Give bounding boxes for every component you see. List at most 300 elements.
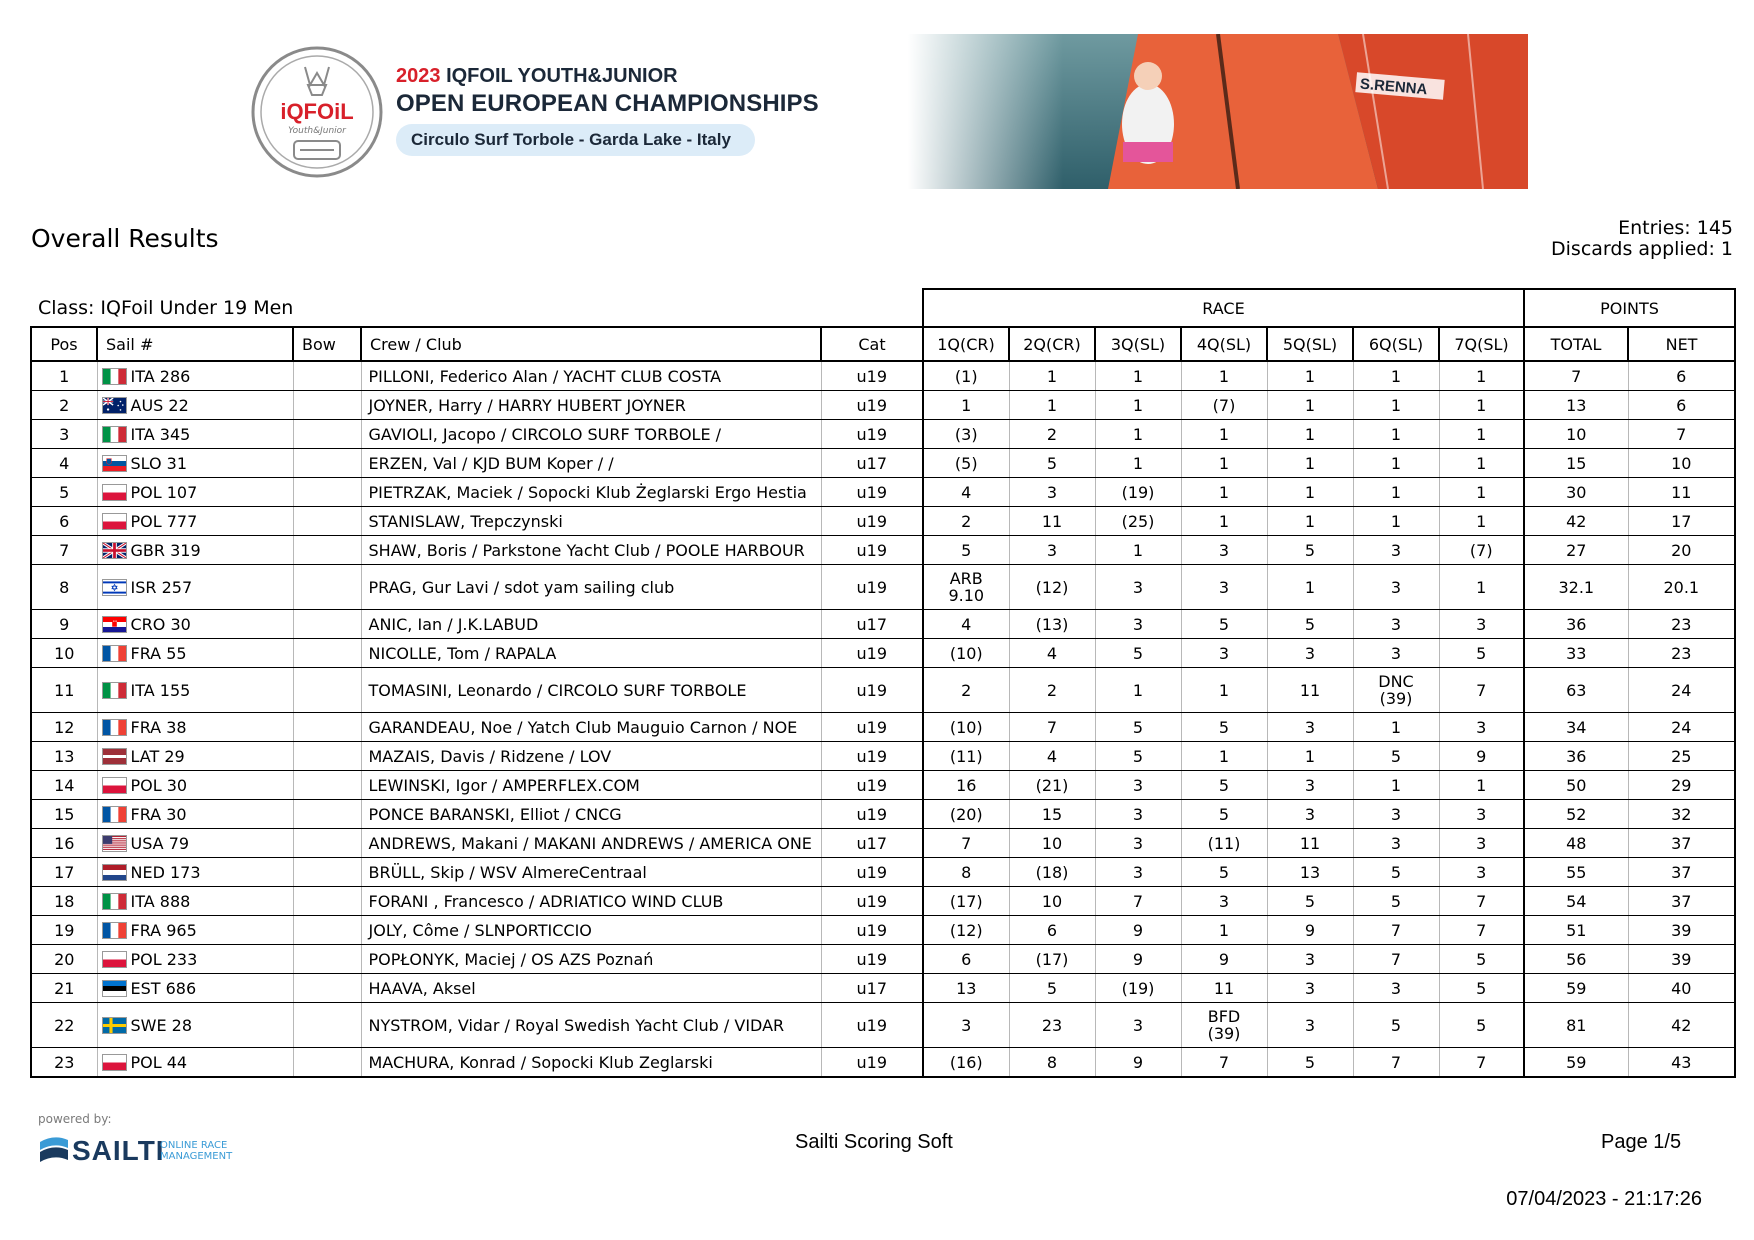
race-2-score xyxy=(1009,713,1095,742)
score-line: ARB xyxy=(949,569,983,588)
score-line: 11 xyxy=(1041,511,1063,531)
race-5-score xyxy=(1267,916,1353,945)
score-line: 5 xyxy=(1304,1052,1316,1072)
score-line: 7 xyxy=(1390,1052,1402,1072)
race-1-score xyxy=(923,449,1009,478)
cat-cell: u19 xyxy=(821,771,923,800)
col-bow: Bow xyxy=(293,327,361,361)
results-table xyxy=(30,288,1736,1078)
score-line: (21) xyxy=(1035,775,1069,795)
race-3-score xyxy=(1095,1048,1181,1078)
score-line: 1 xyxy=(1390,717,1402,737)
bow-cell xyxy=(293,507,361,536)
israel-flag-icon xyxy=(102,578,131,597)
race-7-score xyxy=(1439,610,1524,639)
score-line: 9 xyxy=(1132,1052,1144,1072)
score-line: 5 xyxy=(1218,775,1230,795)
race-5-score xyxy=(1267,800,1353,829)
table-row xyxy=(31,507,1735,536)
score-line: 23 xyxy=(1041,1015,1063,1035)
total-cell: 30 xyxy=(1524,478,1628,507)
score-line: 1 xyxy=(1304,746,1316,766)
col-pos: Pos xyxy=(31,327,97,361)
race-4-score xyxy=(1181,639,1267,668)
race-6-score xyxy=(1353,829,1439,858)
net-cell: 25 xyxy=(1628,742,1735,771)
race-1-score xyxy=(923,887,1009,916)
race-5-score xyxy=(1267,742,1353,771)
crew-club-cell: ANDREWS, Makani / MAKANI ANDREWS / AMERICA ONE xyxy=(361,829,821,858)
italy-flag-icon xyxy=(102,425,131,444)
col-race-6: 6Q(SL) xyxy=(1353,327,1439,361)
score-line: 3 xyxy=(1304,643,1316,663)
total-cell: 55 xyxy=(1524,858,1628,887)
cat-cell: u19 xyxy=(821,391,923,420)
race-7-score xyxy=(1439,361,1524,391)
sail-number: POL 107 xyxy=(130,482,198,502)
net-cell: 37 xyxy=(1628,858,1735,887)
net-cell: 37 xyxy=(1628,829,1735,858)
crew-club-cell: ANIC, Ian / J.K.LABUD xyxy=(361,610,821,639)
score-line: 5 xyxy=(1476,949,1487,969)
sail-cell xyxy=(97,536,293,565)
results-table-container xyxy=(30,288,1734,1078)
race-3-score xyxy=(1095,829,1181,858)
score-line: 1 xyxy=(1304,482,1316,502)
race-4-score xyxy=(1181,742,1267,771)
software-name: Sailti Scoring Soft xyxy=(795,1131,953,1153)
race-7-score xyxy=(1439,800,1524,829)
race-4-score xyxy=(1181,771,1267,800)
table-row xyxy=(31,742,1735,771)
net-cell: 43 xyxy=(1628,1048,1735,1078)
total-cell: 50 xyxy=(1524,771,1628,800)
race-1-score xyxy=(923,361,1009,391)
score-line: (5) xyxy=(954,453,978,473)
crew-club-cell: PIETRZAK, Maciek / Sopocki Klub Żeglarski Ergo Hestia xyxy=(361,478,821,507)
race-7-score xyxy=(1439,974,1524,1003)
powered-by-label: powered by: xyxy=(38,1112,112,1126)
net-cell: 20.1 xyxy=(1628,565,1735,610)
sailti-logo-icon xyxy=(38,1134,70,1166)
score-line: 3 xyxy=(1218,577,1230,597)
score-line: (39) xyxy=(1379,689,1413,708)
bow-cell xyxy=(293,449,361,478)
svg-text:iQFOiL: iQFOiL xyxy=(280,99,354,124)
race-3-score xyxy=(1095,449,1181,478)
table-row xyxy=(31,478,1735,507)
sail-cell xyxy=(97,800,293,829)
pos-cell: 16 xyxy=(31,829,97,858)
cat-cell: u19 xyxy=(821,639,923,668)
sweden-flag-icon xyxy=(102,1016,131,1035)
score-line: 3 xyxy=(1046,540,1058,560)
crew-club-cell: FORANI , Francesco / ADRIATICO WIND CLUB xyxy=(361,887,821,916)
score-line: 5 xyxy=(1476,643,1487,663)
race-7-score xyxy=(1439,1048,1524,1078)
bow-cell xyxy=(293,668,361,713)
sail-cell xyxy=(97,916,293,945)
timestamp: 07/04/2023 - 21:17:26 xyxy=(1506,1188,1702,1210)
score-line: 3 xyxy=(1132,804,1144,824)
cat-cell: u19 xyxy=(821,1003,923,1048)
net-cell: 11 xyxy=(1628,478,1735,507)
cat-cell: u17 xyxy=(821,829,923,858)
score-line: (12) xyxy=(949,920,983,940)
score-line: (11) xyxy=(1207,833,1241,853)
score-line: 2 xyxy=(1046,424,1058,444)
table-row xyxy=(31,713,1735,742)
sail-cell xyxy=(97,771,293,800)
score-line: 1 xyxy=(1476,424,1487,444)
score-line: 1 xyxy=(1218,424,1230,444)
race-7-score xyxy=(1439,916,1524,945)
crew-club-cell: PRAG, Gur Lavi / sdot yam sailing club xyxy=(361,565,821,610)
race-1-score xyxy=(923,639,1009,668)
bow-cell xyxy=(293,565,361,610)
race-2-score xyxy=(1009,887,1095,916)
race-2-score xyxy=(1009,945,1095,974)
race-1-score xyxy=(923,974,1009,1003)
score-line: 11 xyxy=(1213,978,1235,998)
bow-cell xyxy=(293,887,361,916)
total-cell: 56 xyxy=(1524,945,1628,974)
score-line: 3 xyxy=(1476,804,1487,824)
score-line: (19) xyxy=(1121,482,1155,502)
sail-number: FRA 55 xyxy=(130,643,187,663)
score-line: 7 xyxy=(1390,949,1402,969)
race-7-score xyxy=(1439,449,1524,478)
score-line: 1 xyxy=(1476,482,1487,502)
sailti-tagline-2: MANAGEMENT xyxy=(160,1151,233,1162)
score-line: 3 xyxy=(1390,978,1402,998)
score-line: 3 xyxy=(1390,540,1402,560)
total-cell: 27 xyxy=(1524,536,1628,565)
score-line: 5 xyxy=(1046,453,1058,473)
event-title-line2: OPEN EUROPEAN CHAMPIONSHIPS xyxy=(396,90,819,117)
total-cell: 81 xyxy=(1524,1003,1628,1048)
score-line: 8 xyxy=(961,862,972,882)
race-1-score xyxy=(923,391,1009,420)
australia-flag-icon xyxy=(102,396,131,415)
col-cat: Cat xyxy=(821,327,923,361)
cat-cell: u19 xyxy=(821,916,923,945)
pos-cell: 15 xyxy=(31,800,97,829)
poland-flag-icon xyxy=(102,512,131,531)
score-line: 5 xyxy=(1218,717,1230,737)
sail-number: GBR 319 xyxy=(130,540,201,560)
score-line: 7 xyxy=(1390,920,1402,940)
score-line: 1 xyxy=(1390,775,1402,795)
race-6-score xyxy=(1353,945,1439,974)
net-cell: 10 xyxy=(1628,449,1735,478)
pos-cell: 22 xyxy=(31,1003,97,1048)
sail-number: FRA 965 xyxy=(130,920,197,940)
total-cell: 48 xyxy=(1524,829,1628,858)
page-title: Overall Results xyxy=(31,224,219,253)
bow-cell xyxy=(293,391,361,420)
score-line: 3 xyxy=(1390,614,1402,634)
page-number: Page 1/5 xyxy=(1601,1131,1682,1153)
score-line: 3 xyxy=(1304,717,1316,737)
race-7-score xyxy=(1439,478,1524,507)
bow-cell xyxy=(293,829,361,858)
race-4-score xyxy=(1181,887,1267,916)
race-7-score xyxy=(1439,420,1524,449)
race-5-score xyxy=(1267,639,1353,668)
cat-cell: u17 xyxy=(821,610,923,639)
race-6-score xyxy=(1353,420,1439,449)
italy-flag-icon xyxy=(102,892,131,911)
sail-number: LAT 29 xyxy=(130,746,185,766)
race-7-score xyxy=(1439,713,1524,742)
score-line: 3 xyxy=(1132,775,1144,795)
score-line: 1 xyxy=(1046,366,1058,386)
sail-cell xyxy=(97,478,293,507)
score-line: (18) xyxy=(1035,862,1069,882)
race-4-score xyxy=(1181,391,1267,420)
sail-cell xyxy=(97,858,293,887)
table-row xyxy=(31,361,1735,391)
race-1-score xyxy=(923,916,1009,945)
score-line: 3 xyxy=(1304,775,1316,795)
score-line: 2 xyxy=(1046,680,1058,700)
crew-club-cell: NYSTROM, Vidar / Royal Swedish Yacht Club / VIDAR xyxy=(361,1003,821,1048)
score-line: 1 xyxy=(1390,453,1402,473)
net-cell: 24 xyxy=(1628,668,1735,713)
crew-club-cell: TOMASINI, Leonardo / CIRCOLO SURF TORBOLE xyxy=(361,668,821,713)
net-cell: 40 xyxy=(1628,974,1735,1003)
race-5-score xyxy=(1267,507,1353,536)
total-cell: 52 xyxy=(1524,800,1628,829)
total-cell: 36 xyxy=(1524,742,1628,771)
sail-number: SLO 31 xyxy=(130,453,188,473)
sail-number: USA 79 xyxy=(130,833,190,853)
france-flag-icon xyxy=(102,921,131,940)
sail-cell xyxy=(97,713,293,742)
score-line: 1 xyxy=(1476,366,1487,386)
race-6-score xyxy=(1353,858,1439,887)
race-4-score xyxy=(1181,945,1267,974)
net-cell: 37 xyxy=(1628,887,1735,916)
sail-cell xyxy=(97,829,293,858)
bow-cell xyxy=(293,1003,361,1048)
score-line: (20) xyxy=(949,804,983,824)
race-3-score xyxy=(1095,391,1181,420)
score-line: 7 xyxy=(1218,1052,1230,1072)
net-cell: 39 xyxy=(1628,945,1735,974)
race-4-score xyxy=(1181,610,1267,639)
sail-cell xyxy=(97,887,293,916)
race-5-score xyxy=(1267,974,1353,1003)
score-line: 5 xyxy=(1390,891,1402,911)
score-line: 1 xyxy=(1218,511,1230,531)
score-line: 3 xyxy=(1304,978,1316,998)
crew-club-cell: HAAVA, Aksel xyxy=(361,974,821,1003)
pos-cell: 13 xyxy=(31,742,97,771)
table-row xyxy=(31,536,1735,565)
score-line: 1 xyxy=(1218,746,1230,766)
race-2-score xyxy=(1009,361,1095,391)
crew-club-cell: PONCE BARANSKI, Elliot / CNCG xyxy=(361,800,821,829)
bow-cell xyxy=(293,858,361,887)
sail-cell xyxy=(97,391,293,420)
score-line: 5 xyxy=(1390,1015,1402,1035)
race-1-score xyxy=(923,610,1009,639)
race-7-score xyxy=(1439,829,1524,858)
race-4-score xyxy=(1181,449,1267,478)
race-4-score xyxy=(1181,1048,1267,1078)
race-6-score xyxy=(1353,1048,1439,1078)
total-cell: 36 xyxy=(1524,610,1628,639)
race-3-score xyxy=(1095,507,1181,536)
score-line: 1 xyxy=(1304,577,1316,597)
france-flag-icon xyxy=(102,718,131,737)
pos-cell: 11 xyxy=(31,668,97,713)
race-3-score xyxy=(1095,887,1181,916)
net-cell: 20 xyxy=(1628,536,1735,565)
col-race-7: 7Q(SL) xyxy=(1439,327,1524,361)
pos-cell: 4 xyxy=(31,449,97,478)
sail-cell xyxy=(97,974,293,1003)
race-3-score xyxy=(1095,771,1181,800)
score-line: 3 xyxy=(1390,577,1402,597)
race-1-score xyxy=(923,713,1009,742)
race-4-score xyxy=(1181,800,1267,829)
col-total: TOTAL xyxy=(1524,327,1628,361)
pos-cell: 2 xyxy=(31,391,97,420)
score-line: 13 xyxy=(1299,862,1321,882)
race-6-score xyxy=(1353,713,1439,742)
score-line: 3 xyxy=(1218,540,1230,560)
race-1-score xyxy=(923,507,1009,536)
sail-cell xyxy=(97,742,293,771)
race-4-score xyxy=(1181,478,1267,507)
race-1-score xyxy=(923,829,1009,858)
race-6-score xyxy=(1353,507,1439,536)
race-1-score xyxy=(923,478,1009,507)
net-cell: 39 xyxy=(1628,916,1735,945)
race-4-score xyxy=(1181,507,1267,536)
score-line: 1 xyxy=(1476,453,1487,473)
score-line: (13) xyxy=(1035,614,1069,634)
crew-club-cell: GARANDEAU, Noe / Yatch Club Mauguio Carnon / NOE xyxy=(361,713,821,742)
race-5-score xyxy=(1267,1048,1353,1078)
race-3-score xyxy=(1095,742,1181,771)
bow-cell xyxy=(293,916,361,945)
score-line: 3 xyxy=(1476,717,1487,737)
race-2-score xyxy=(1009,771,1095,800)
france-flag-icon xyxy=(102,805,131,824)
score-line: 3 xyxy=(1476,862,1487,882)
race-4-score xyxy=(1181,916,1267,945)
score-line: 1 xyxy=(1132,680,1144,700)
race-3-score xyxy=(1095,478,1181,507)
cat-cell: u19 xyxy=(821,887,923,916)
score-line: 7 xyxy=(961,833,972,853)
race-4-score xyxy=(1181,974,1267,1003)
race-3-score xyxy=(1095,945,1181,974)
total-cell: 13 xyxy=(1524,391,1628,420)
score-line: 1 xyxy=(1218,482,1230,502)
score-line: 5 xyxy=(1390,746,1402,766)
sail-number: ITA 286 xyxy=(130,366,191,386)
bow-cell xyxy=(293,478,361,507)
score-line: 9 xyxy=(1218,949,1230,969)
score-line: (25) xyxy=(1121,511,1155,531)
table-row xyxy=(31,420,1735,449)
score-line: 1 xyxy=(1476,577,1487,597)
sail-cell xyxy=(97,610,293,639)
race-1-score xyxy=(923,420,1009,449)
cat-cell: u17 xyxy=(821,449,923,478)
score-line: 3 xyxy=(1046,482,1058,502)
france-flag-icon xyxy=(102,644,131,663)
pos-cell: 3 xyxy=(31,420,97,449)
race-1-score xyxy=(923,1003,1009,1048)
race-5-score xyxy=(1267,668,1353,713)
cat-cell: u19 xyxy=(821,420,923,449)
race-6-score xyxy=(1353,536,1439,565)
race-6-score xyxy=(1353,449,1439,478)
crew-club-cell: LEWINSKI, Igor / AMPERFLEX.COM xyxy=(361,771,821,800)
score-line: 1 xyxy=(1476,395,1487,415)
score-line: 9.10 xyxy=(948,586,985,605)
score-line: 5 xyxy=(1304,540,1316,560)
slovenia-flag-icon xyxy=(102,454,131,473)
race-5-score xyxy=(1267,858,1353,887)
race-3-score xyxy=(1095,536,1181,565)
score-line: (17) xyxy=(1035,949,1069,969)
score-line: 1 xyxy=(961,395,972,415)
italy-flag-icon xyxy=(102,681,131,700)
event-title-line1 xyxy=(396,65,678,88)
cat-cell: u19 xyxy=(821,713,923,742)
sailti-tagline-1: ONLINE RACE xyxy=(160,1140,228,1151)
crew-club-cell: ERZEN, Val / KJD BUM Koper / / xyxy=(361,449,821,478)
race-4-score xyxy=(1181,668,1267,713)
bow-cell xyxy=(293,361,361,391)
results-body xyxy=(31,361,1735,1077)
race-5-score xyxy=(1267,713,1353,742)
net-cell: 23 xyxy=(1628,610,1735,639)
score-line: BFD xyxy=(1207,1007,1241,1026)
bow-cell xyxy=(293,610,361,639)
netherlands-flag-icon xyxy=(102,863,131,882)
table-row xyxy=(31,668,1735,713)
score-line: (19) xyxy=(1121,978,1155,998)
score-line: 1 xyxy=(1218,680,1230,700)
table-row xyxy=(31,887,1735,916)
score-line: 6 xyxy=(961,949,972,969)
col-crew: Crew / Club xyxy=(361,327,821,361)
score-line: 5 xyxy=(1218,862,1230,882)
score-line: 1 xyxy=(1218,920,1230,940)
score-line: 4 xyxy=(961,614,972,634)
race-5-score xyxy=(1267,1003,1353,1048)
latvia-flag-icon xyxy=(102,747,131,766)
sail-number: POL 777 xyxy=(130,511,198,531)
race-2-score xyxy=(1009,974,1095,1003)
poland-flag-icon xyxy=(102,1053,131,1072)
sail-number: ISR 257 xyxy=(130,577,193,597)
race-3-score xyxy=(1095,361,1181,391)
score-line: 3 xyxy=(1390,643,1402,663)
score-line: 3 xyxy=(1132,1015,1144,1035)
score-line: 1 xyxy=(1132,540,1144,560)
race-2-score xyxy=(1009,829,1095,858)
total-cell: 54 xyxy=(1524,887,1628,916)
